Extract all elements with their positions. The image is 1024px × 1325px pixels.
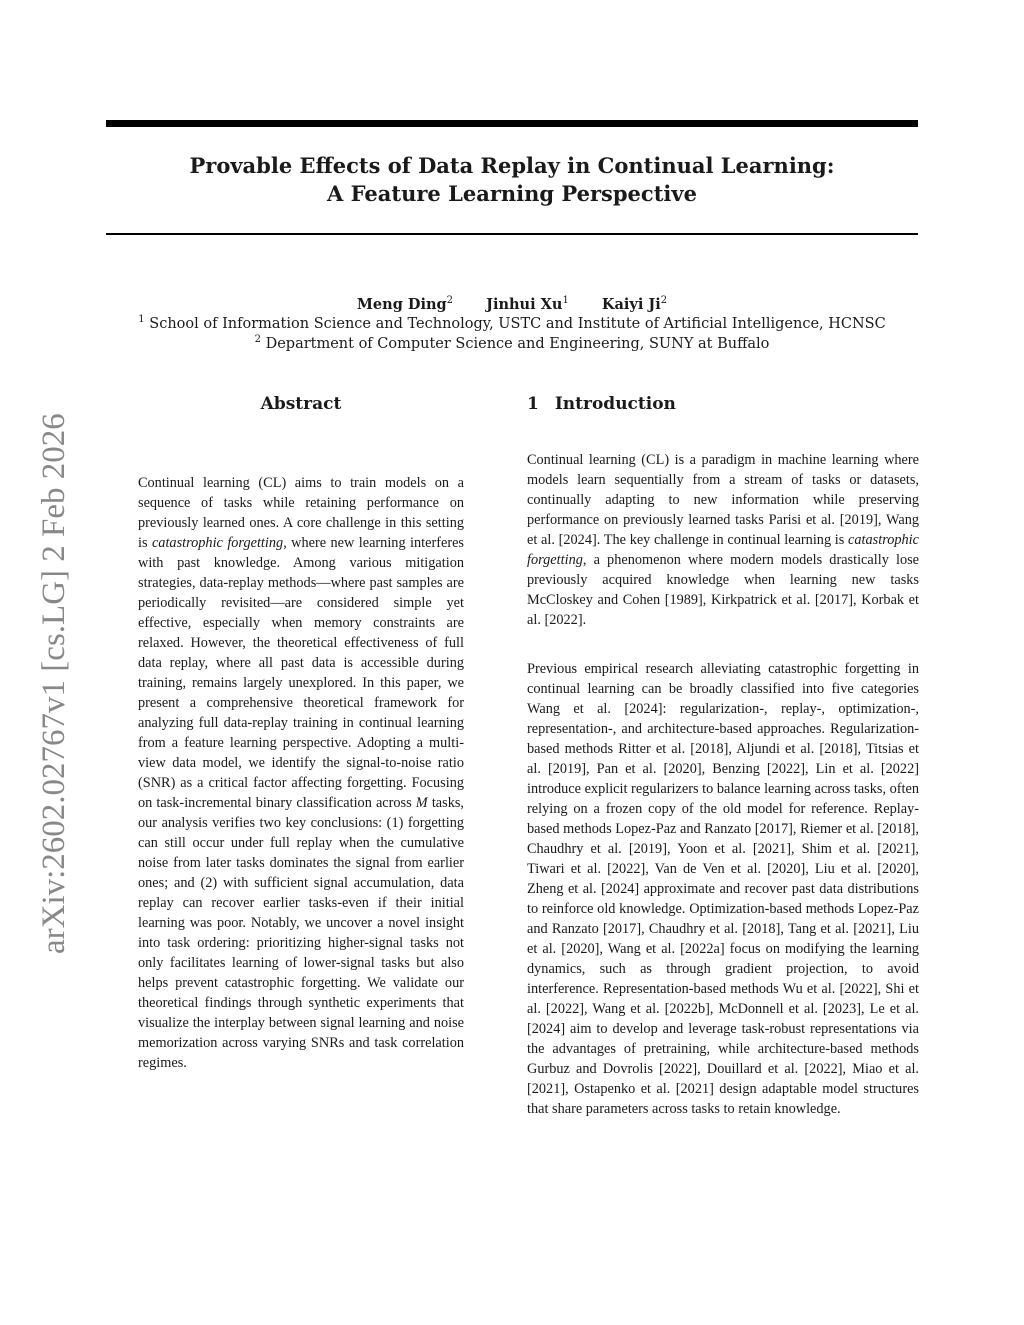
affiliation-mark: 1 xyxy=(138,314,145,326)
abstract-text xyxy=(138,473,464,1073)
paper-title-line-2: A Feature Learning Perspective xyxy=(327,181,697,206)
abstract-text-part: , where new learning interferes with past knowledge. Among various mitigation strategies, data-replay methods—where past samples are periodically revisited—are considered simple yet effective, especially when memory constraints are relaxed. However, the theoretical effectiveness of full data replay, where all past data is accessible during training, remains largely unexplored. In this paper, we present a comprehensive theoretical framework for analyzing full data-replay training in continual learning from a feature learning perspective. Adopting a multi-view data model, we identify the signal-to-noise ratio (SNR) as a critical factor affecting forgetting. Focusing on task-incremental binary classification across xyxy=(138,535,464,811)
abstract-text-part: Continual learning (CL) aims to train models on a sequence of tasks while retaining performance on previously learned ones. A core challenge in this setting is xyxy=(138,475,464,551)
author-affil-mark: 2 xyxy=(660,295,668,307)
abstract-heading: Abstract xyxy=(260,394,342,414)
title-top-rule xyxy=(106,120,918,127)
author-affil-mark: 2 xyxy=(446,295,454,307)
author xyxy=(486,296,569,313)
author-name: Meng Ding xyxy=(356,296,447,313)
abstract-emphasis: catastrophic forgetting xyxy=(151,535,284,551)
intro-text-part: , a phenomenon where modern models drastically lose previously acquired knowledge when learning new tasks McCloskey and Cohen [1989], Kirkpatrick et al. [2017], Korbak et al. [2022]. xyxy=(527,552,919,628)
author-affil-mark: 1 xyxy=(562,295,569,307)
section-title: Introduction xyxy=(554,394,676,414)
affiliation xyxy=(106,316,918,332)
introduction-paragraph-1 xyxy=(527,450,919,630)
affiliation-text: School of Information Science and Technology, USTC and Institute of Artificial Intelligence, HCNSC xyxy=(149,316,886,332)
author xyxy=(602,296,667,313)
author xyxy=(357,296,453,313)
affiliation-mark: 2 xyxy=(254,334,261,346)
intro-emphasis: catastrophic forgetting xyxy=(527,532,919,568)
intro-text-part: Continual learning (CL) is a paradigm in machine learning where models learn sequentially from a stream of tasks or datasets, continually adapting to new information while preserving performance on previously learned tasks Parisi et al. [2019], Wang et al. [2024]. The key challenge in continual learning is xyxy=(527,452,919,548)
abstract-math-symbol: M xyxy=(415,795,428,811)
author-name: Kaiyi Ji xyxy=(601,296,661,313)
affiliation xyxy=(106,336,918,352)
author-name: Jinhui Xu xyxy=(486,296,563,313)
title-bottom-rule xyxy=(106,233,918,235)
affiliation-text: Department of Computer Science and Engineering, SUNY at Buffalo xyxy=(265,336,770,352)
author-list xyxy=(106,296,918,313)
introduction-paragraph-2: Previous empirical research alleviating catastrophic forgetting in continual learning can be broadly classified into five categories Wang et al. [2024]: regularization-, replay-, optimization-, representation-, and architecture-based approaches. Regularization-based methods Ritter et al. [2018], Aljundi et al. [2018], Titsias et al. [2019], Pan et al. [2020], Benzing [2022], Lin et al. [2022] introduce explicit regularizers to balance learning across tasks, often relying on a frozen copy of the old model for reference. Replay-based methods Lopez-Paz and Ranzato [2017], Riemer et al. [2018], Chaudhry et al. [2019], Yoon et al. [2021], Shim et al. [2021], Tiwari et al. [2022], Van de Ven et al. [2020], Liu et al. [2020], Zheng et al. [2024] approximate and recover past data distributions to reinforce old knowledge. Optimization-based methods Lopez-Paz and Ranzato [2017], Chaudhry et al. [2018], Tang et al. [2021], Liu et al. [2020], Wang et al. [2022a] focus on modifying the learning dynamics, such as through gradient projection, to avoid interference. Representation-based methods Wu et al. [2022], Shi et al. [2022], Wang et al. [2022b], McDonnell et al. [2023], Le et al. [2024] aim to develop and leverage task-robust representations via the advantages of pretraining, while architecture-based methods Gurbuz and Dovrolis [2022], Douillard et al. [2022], Miao et al. [2021], Ostapenko et al. [2021] design adaptable model structures that share parameters across tasks to retain knowledge. xyxy=(527,661,919,1117)
introduction-heading xyxy=(527,394,676,414)
section-number: 1 xyxy=(527,394,539,414)
abstract-text-part: tasks, our analysis verifies two key conclusions: (1) forgetting can still occur under full replay when the cumulative noise from later tasks dominates the signal from earlier ones; and (2) with sufficient signal accumulation, data replay can recover earlier tasks-even if their initial learning was poor. Notably, we uncover a novel insight into task ordering: prioritizing higher-signal tasks not only facilitates learning of lower-signal tasks but also helps prevent catastrophic forgetting. We validate our theoretical findings through synthetic experiments that visualize the interplay between signal learning and noise memorization across varying SNRs and task correlation regimes. xyxy=(138,795,464,1071)
paper-title-line-1: Provable Effects of Data Replay in Continual Learning: xyxy=(189,153,835,178)
arxiv-stamp: arXiv:2602.02767v1 [cs.LG] 2 Feb 2026 xyxy=(36,413,72,954)
